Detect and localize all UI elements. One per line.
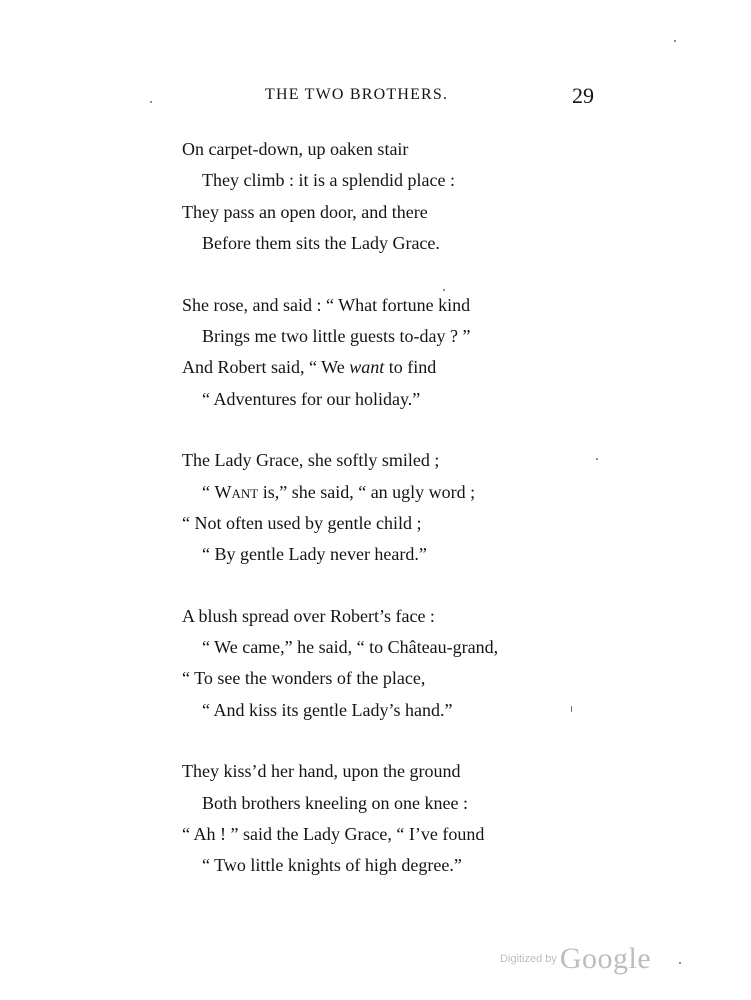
stanza-1 [0, 134, 751, 260]
poem-line [0, 352, 751, 383]
stanza-3 [0, 445, 751, 571]
poem-line: “ Ah ! ” said the Lady Grace, “ I’ve found [182, 824, 485, 845]
poem-line: They kiss’d her hand, upon the ground [182, 761, 461, 782]
page-header [0, 83, 751, 116]
line-segment: And Robert said, “ We [182, 357, 350, 378]
poem-line: “ By gentle Lady never heard.” [202, 544, 427, 565]
poem-line: Both brothers kneeling on one knee : [202, 792, 468, 813]
digitized-watermark [500, 942, 651, 982]
line-segment: “ [202, 481, 215, 502]
stanza-4 [0, 601, 751, 727]
watermark-prefix: Digitized by [500, 953, 557, 965]
scan-speck [443, 289, 445, 291]
google-logo: Google [559, 942, 652, 975]
running-title: THE TWO BROTHERS. [265, 86, 449, 103]
poem-line: She rose, and said : “ What fortune kind [182, 294, 471, 315]
scan-speck [679, 962, 681, 964]
stanza-5 [0, 756, 751, 882]
line-segment: is,” she said, “ an ugly word ; [258, 481, 476, 502]
poem-line: “ To see the wonders of the place, [182, 668, 426, 689]
line-segment: to find [384, 357, 437, 378]
page-number: 29 [572, 83, 594, 108]
poem-line: On carpet-down, up oaken stair [182, 139, 409, 159]
poem-line: “ We came,” he said, “ to Château-grand, [202, 637, 499, 658]
poem-line: Brings me two little guests to-day ? ” [202, 325, 471, 346]
poem-line: They pass an open door, and there [182, 201, 428, 222]
poem-line: A blush spread over Robert’s face : [182, 605, 435, 626]
poem-line: “ Two little knights of high degree.” [202, 855, 462, 876]
scan-speck [571, 706, 572, 712]
poem-line: Before them sits the Lady Grace. [202, 233, 440, 254]
poem-line: The Lady Grace, she softly smiled ; [182, 450, 440, 471]
smallcaps-word: Want [214, 481, 259, 502]
poem-line: They climb : it is a splendid place : [202, 170, 455, 191]
emphasis-word: want [349, 357, 385, 378]
poem-body [0, 134, 751, 912]
poem-line: “ Adventures for our holiday.” [202, 388, 421, 409]
poem-line [0, 477, 751, 508]
scan-speck [150, 101, 152, 103]
scan-speck [674, 40, 676, 42]
scan-speck [596, 458, 598, 460]
poem-line: “ And kiss its gentle Lady’s hand.” [202, 699, 453, 720]
stanza-2 [0, 290, 751, 416]
poem-line: “ Not often used by gentle child ; [182, 512, 422, 533]
